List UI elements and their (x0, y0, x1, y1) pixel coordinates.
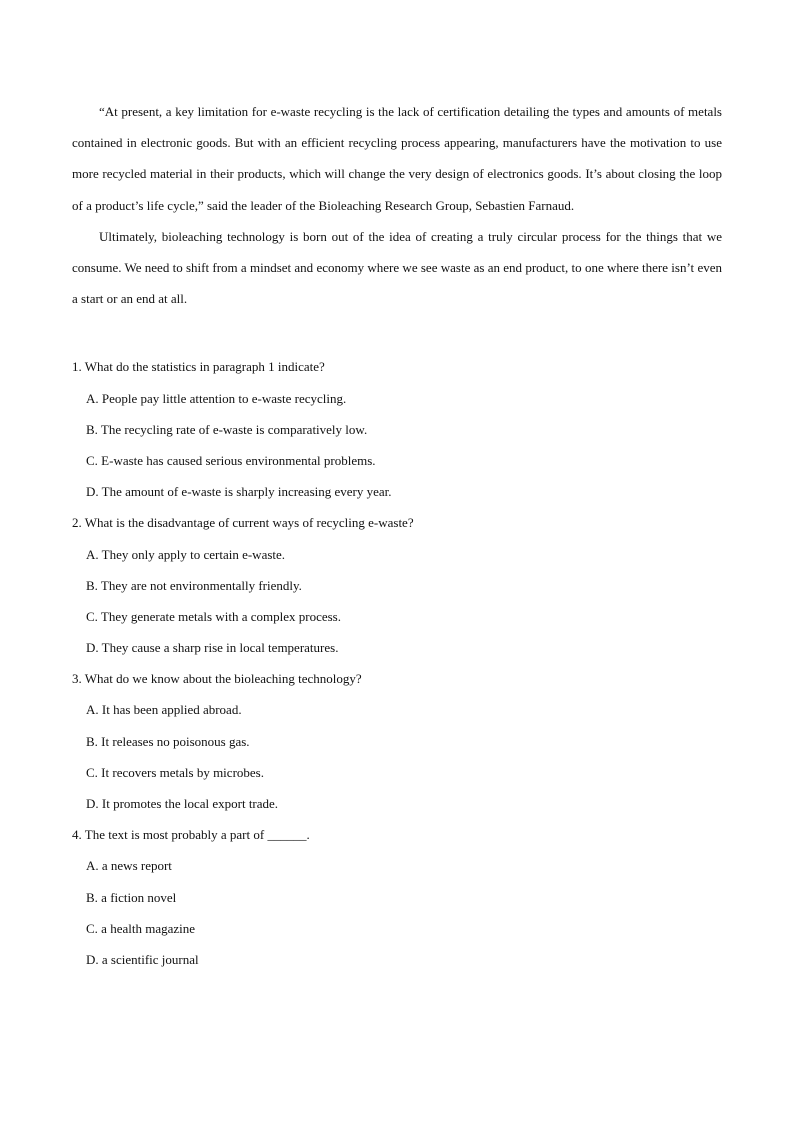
answer-option: B. It releases no poisonous gas. (86, 733, 250, 749)
answer-option: B. They are not environmentally friendly. (86, 577, 302, 593)
passage-paragraph: “At present, a key limitation for e-waste recycling is the lack of certification detailing the types and amounts of metals contained in electronic goods. But with an efficient recycling process appearing, manufacturers have the motivation to use more recycled material in their products, which will change the very design of electronics goods. It’s about closing the loop of a product’s life cycle,” said the leader of the Bioleaching Research Group, Sebastien Farnaud. (72, 104, 722, 213)
question-stem: 3. What do we know about the bioleaching technology? (72, 671, 362, 687)
answer-option: A. a news report (86, 858, 172, 874)
answer-option: B. a fiction novel (86, 889, 177, 905)
question (72, 351, 722, 507)
passage-paragraph: Ultimately, bioleaching technology is born out of the idea of creating a truly circular process for the things that we consume. We need to shift from a mindset and economy where we see waste as an end product, to one where there isn’t even a start or an end at all. (72, 228, 722, 307)
answer-option: B. The recycling rate of e-waste is comparatively low. (86, 421, 368, 437)
question-list (72, 351, 722, 975)
answer-option: D. They cause a sharp rise in local temperatures. (86, 640, 339, 656)
answer-option: A. People pay little attention to e-waste recycling. (86, 390, 347, 406)
question (72, 507, 722, 663)
question (72, 819, 722, 975)
answer-option: A. They only apply to certain e-waste. (86, 546, 286, 562)
answer-option: A. It has been applied abroad. (86, 702, 242, 718)
answer-option: C. They generate metals with a complex process. (86, 608, 341, 624)
answer-option: D. It promotes the local export trade. (86, 796, 279, 812)
question-stem: 2. What is the disadvantage of current ways of recycling e-waste? (72, 515, 414, 531)
document-page (72, 96, 722, 975)
question-stem: 1. What do the statistics in paragraph 1 indicate? (72, 359, 325, 375)
answer-option: D. a scientific journal (86, 951, 199, 967)
answer-option: C. E-waste has caused serious environmental problems. (86, 452, 376, 468)
answer-option: D. The amount of e-waste is sharply increasing every year. (86, 484, 392, 500)
question (72, 663, 722, 819)
answer-option: C. It recovers metals by microbes. (86, 764, 264, 780)
question-stem: 4. The text is most probably a part of ______. (72, 827, 310, 843)
answer-option: C. a health magazine (86, 920, 196, 936)
